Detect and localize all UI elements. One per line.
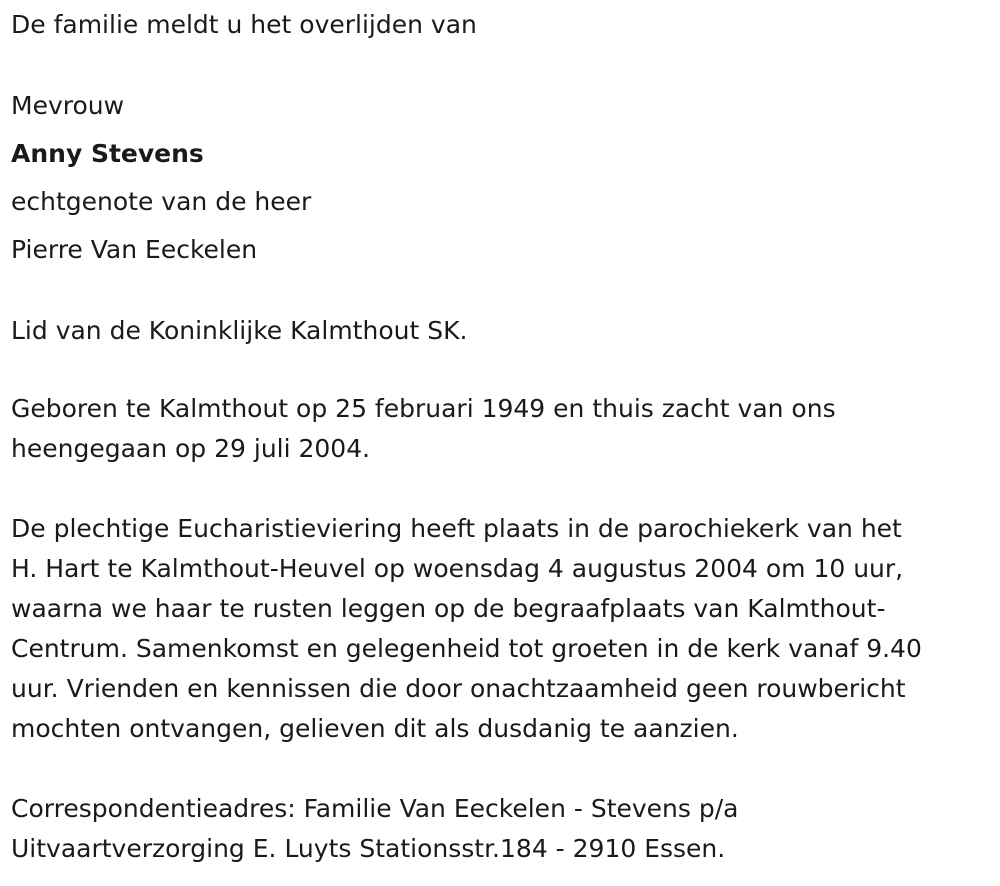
service-line: waarna we haar te rusten leggen op de begraafplaats van Kalmthout- — [11, 594, 886, 623]
service-line: De plechtige Eucharistieviering heeft plaats in de parochiekerk van het — [11, 514, 902, 543]
service-line: Centrum. Samenkomst en gelegenheid tot groeten in de kerk vanaf 9.40 — [11, 634, 922, 663]
intro-text: De familie meldt u het overlijden van — [11, 10, 477, 39]
service-line: mochten ontvangen, gelieven dit als dusdanig te aanzien. — [11, 714, 739, 743]
spouse-name: Pierre Van Eeckelen — [11, 235, 258, 264]
title-text: Mevrouw — [11, 91, 125, 120]
spouse-relation: echtgenote van de heer — [11, 187, 312, 216]
correspondence-address — [11, 789, 986, 869]
membership-text: Lid van de Koninklijke Kalmthout SK. — [11, 316, 468, 345]
birth-death-line: Geboren te Kalmthout op 25 februari 1949 en thuis zacht van ons — [11, 394, 836, 423]
service-line: H. Hart te Kalmthout-Heuvel op woensdag 4 augustus 2004 om 10 uur, — [11, 554, 904, 583]
birth-death-line: heengegaan op 29 juli 2004. — [11, 434, 371, 463]
address-line: Uitvaartverzorging E. Luyts Stationsstr.184 - 2910 Essen. — [11, 834, 726, 863]
service-line: uur. Vrienden en kennissen die door onachtzaamheid geen rouwbericht — [11, 674, 906, 703]
service-paragraph — [11, 509, 989, 749]
deceased-name: Anny Stevens — [11, 139, 204, 168]
address-line: Correspondentieadres: Familie Van Eeckelen - Stevens p/a — [11, 794, 739, 823]
birth-death-paragraph — [11, 389, 986, 469]
